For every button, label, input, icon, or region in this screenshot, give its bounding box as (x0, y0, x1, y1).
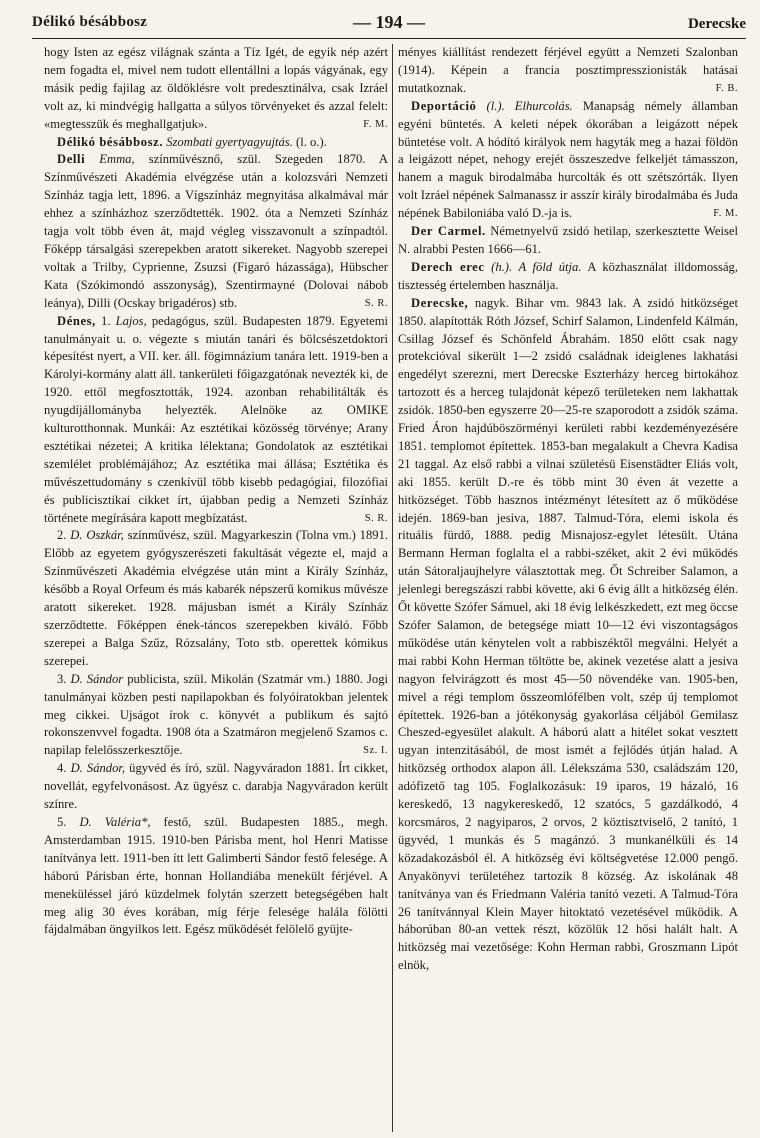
entry-italic: D. Sándor, (70, 761, 126, 776)
entry-paragraph (44, 44, 388, 134)
entry-italic: Szombati gyertyagyujtás. (166, 134, 293, 149)
entry-paragraph (398, 259, 738, 295)
entry-text: pedagógus, szül. Budapesten 1879. Egyetemi tanulmányait u. o. végezte s miután tanári és bölcsészetdoktori képesítést nyert, a VII. ker. áll. fögimnázium tanára lett. 1919-ben a Károlyi-kormány alatt áll. tankerületi főigazgatónak nevezték ki, de 1920. ettől megfosztották, 1924. azonban rehabilitálták és nyugdíjállományba helyezték. Alelnöke az OMIKE kulturotthonnak. Munkái: Az esztétikai közösség törvénye; Arany esztétikai nézetei; A kritika lélektana; Gondolatok az esztétikai szemlélet problémájához; Az esztétika mai állása; Esztétika és művészettudomány s czenkívül több kisebb pedagógiai, filozófiai és publicisztikai cikket írt, újabban pedig a Nemzeti Színház története megírására kapott megbízatást. (44, 313, 388, 525)
entry-number: 2. (57, 528, 71, 543)
author-signature: F. M. (363, 118, 388, 130)
entry-text: hogy Isten az egész világnak szánta a Tíz Igét, de egyik nép azért nem fogadta el, mivel nem tudott ellentállni a lopás vágyának, egy másik pedig fajilag az öldöklésre volt predesztinálva, csak Izráel volt az, ki mindvégig hallgatta a súlyos törvényeket és azzal felelt: «megtesszük és meghallgatjuk». (44, 45, 388, 131)
entry-number: 4. (57, 761, 71, 776)
entry-text: nagyk. Bihar vm. 9843 lak. A zsidó hitközséget 1850. alapították Róth József, Schirf Salamon, Lindenfeld Kálmán, Csillag József és Schönfeld Ábrahám. 1850 előtt csak nagy protekcióval sikerült 1—2 zsidó családnak ideiglenes lakhatási engedélyt szerezni, mert Derecske Eszterházy herceg birtokához tartozott és a herceg tulajdonát képező területeken nem lakhattak zsidók. 1850-ben egyszerre 20—25-re szaporodott a zsidók száma. Fried Áron hajdúböszörményi kerületi rabbi kezdeményezésére 1851. templomot építettek. 1853-ban megalakult a Chevra Kadisa 21 taggal. Az első rabbi a vilnai születésü Eisenstädter Eliás volt, aki 1855. került D.-re és több mint 30 éven át vezette a hitközséget. Több hasznos intézményt létesített az ő működése idején. 1869-ban jesiva, 1887. Talmud-Tóra, elemi iskola és rituális fürdő, 1888. pedig Misnajosz-egylet létesült. Utána Bermann Herman foglalta el a rabbi-széket, akit 2 évi működés után Sátoraljaujhelyre választottak meg. Őt Schreiber Salamon, a jelenlegi beregszászi rabbi követte, aki 6 évig állt a hitközség élén. Őt követte Szófer Sámuel, aki 18 évig lelkészkedett, ezt meg öccse Szófer Salamon, de betegsége miatt 10—12 évi viszontagságos működése után kénytelen volt a rabbiszéktől megválni. Helyét a mai rabbi Kohn Herman töltötte be, akinek vezetése alatt a jesiva nagyon felvirágzott és most 45—50 növendéke van. 1905-ben, mivel a régi templom összeomlófélben volt, szép új templomot építettek. 1926-ban a jótékonyság gyakorlása céljából Gemilasz Cheszed-egyesület alakult. A háború alatt a hitélet sokat vesztett ugyan intenzitásából, de most ismét a fejlődés útján halad. A hitközség orthodox alapon áll. Lélekszáma 530, családszám 120, adófizető tag 105. Foglalkozásuk: 19 iparos, 19 házaló, 16 kereskedő, 13 nagykereskedő, 12 szatócs, 5 gazdálkodó, 4 korcsmáros, 2 nagyiparos, 2 orvos, 2 köztisztviselő, 2 tanító, 1 ügyvéd, 1 munkás és 5 magánzó. 3 munkanélküli és 14 közadakozásból él. A hitközség évi költségvetése 12.000 pengő. Anyakönyvi területéhez tartozik 8 község. Az iskolának 48 tanítványa van és Friedmann Valéria tanító vezeti. A Talmud-Tóra 26 tanítvánnyal Klein Mayer hitoktató vezetésével működik. A háborúban 80-an vettek részt, közölük 12 hősi halált halt. A hitközség mai vezetősége: Kohn Herman rabbi, Groszmann Lipót elnök, (398, 295, 738, 973)
entry-headword: Delli (57, 152, 86, 167)
entry-text: színművésznő, szül. Szegeden 1870. A Színművészeti Akadémia elvégzése után a kolozsvári Nemzeti Színház tagja lett, 1896. a Vígszínház megnyitása alkalmával már ehhez a színházhoz szerződtették. 1902. óta a Nemzeti Színház tagja volt több éven át, majd végleg visszavonult a színpadtól. Főképp társalgási szerepekben aratott sikereket. Nagyobb szerepei voltak a Trilby, Cyprienne, Zsuzsi (Figaró házassága), Hübscher Kata (Szókimondó asszonyság), Szentirmayné (Dolovai nábob leánya), Dilli (Ocskay brigadéros) stb. (44, 152, 388, 310)
entry-headword-rest (476, 99, 486, 113)
entry-paragraph (44, 760, 388, 814)
entry-paragraph (398, 98, 738, 223)
entry-italic: D. Oszkár, (70, 528, 124, 543)
entry-headword: Der Carmel. (411, 224, 486, 239)
author-signature: F. B. (715, 82, 738, 94)
entry-text: Németnyelvű zsidó hetilap, szerkesztette Weisel N. alrabbi Pesten 1666—61. (398, 224, 738, 256)
entry-headword-rest (85, 152, 99, 166)
entry-number: 3. (57, 671, 71, 686)
entry-text: publicista, szül. Mikolán (Szatmár vm.) 1880. Jogi tanulmányai közben pesti napilapokban és folyóiratokban jelentek meg cikkei. Ujságot írok c. könyvét a publikum és sajtó rokonszenvvel fogadta. 1908 óta a Szatmáron megjelenő Szamos c. napilap felelősszerkesztője. (44, 671, 388, 758)
entry-text: festő, szül. Budapesten 1885., megh. Amsterdamban 1915. 1910-ben Párisba ment, hol Henri Matisse tanítványa lett. 1911-ben ítt lett Galimberti Sándor festő felesége. A háború Párisban érte, honnan Hollandiába menekült férjével. A meneküléssel járó küzdelmek folytán szerzett betegségében halt meg alig 30 éves korában, míg férje felesége halála fölötti fájdalmában öngyilkos lett. Egész működését felölelő gyüjte- (44, 814, 388, 937)
entry-paragraph (398, 223, 738, 259)
column-divider (392, 44, 393, 1132)
entry-paragraph (44, 313, 388, 528)
left-column (44, 44, 388, 939)
entry-paragraph (44, 671, 388, 761)
entry-italic: (l.). Elhurcolás. (486, 98, 573, 113)
entry-paragraph (398, 295, 738, 975)
header-rule (32, 38, 746, 39)
entry-text: A közhasználat illdomosság, tisztesség értelemben használja. (398, 259, 738, 292)
entry-italic: D. Valéria*, (79, 814, 151, 829)
author-signature: S. R. (364, 512, 388, 524)
entry-italic: D. Sándor (70, 671, 124, 686)
author-signature: Sz. I. (363, 745, 388, 757)
author-signature: S. R. (364, 297, 388, 309)
entry-headword-rest: 1. (95, 313, 116, 328)
entry-headword: Derech erec (411, 259, 485, 274)
entry-text: színművész, szül. Magyarkeszin (Tolna vm.) 1891. Előbb az egyetem gyógyszerészeti fakultását végezte el, majd a Színművészeti Akadémia elvégzése után mint a Király Színház, később a Royal Orfeum és más kabarék népszerű komikus művésze aratott sikereket. 1928. májusban ismét a Király Színház szerződtette. Főképpen ének-táncos szerepekben kiváló. Főbb szerepei a Balga Szűz, Rózsalány, Toto stb. operettek kómikus szerepei. (44, 528, 389, 668)
entry-text: ményes kiállítást rendezett férjével együtt a Nemzeti Szalonban (1914). Képein a francia posztimpresszionisták hatásai mutatkoznak. (398, 45, 738, 95)
entry-paragraph (398, 44, 738, 98)
entry-text: (l. o.). (292, 134, 327, 149)
entry-headword: Délikó bésábbosz. (57, 134, 164, 149)
entry-text: Manapság némely államban egyéni büntetés. A keleti népek ókorában a leigázott népek büntetése volt. A hódító királyok nem hagyták meg a hazai földön a leigázott népet, nehogy erejét összeszedve felkeljét támasszon, hanem a maguk birodalmába hurcolták és ott szétszórták. Ilyen volt Izráel népének Salmanassz ir asszír király birodalmába és Juda népének Babiloniába való D.-ja is. (398, 98, 738, 221)
entry-headword: Dénes, (57, 313, 96, 328)
entry-paragraph (44, 134, 388, 152)
entry-number: 5. (57, 814, 80, 829)
entry-text: ügyvéd és író, szül. Nagyváradon 1881. Írt cikket, novellát, egyfelvonásost. Az ügyész c. darabja Nagyváradon került színre. (44, 761, 389, 812)
entry-paragraph (44, 814, 388, 939)
right-column (398, 44, 738, 975)
header-right-title: Derecske (687, 16, 746, 32)
entry-paragraph (44, 151, 388, 312)
entry-italic: (h.). A föld útja. (491, 259, 582, 274)
entry-headword: Deportáció (411, 98, 477, 113)
author-signature: F. M. (713, 208, 738, 220)
header-left-title: Délikó bésábbosz (32, 14, 148, 30)
entry-headword: Derecske, (411, 295, 469, 310)
running-header (32, 12, 746, 38)
entry-paragraph (44, 527, 388, 670)
entry-italic: Lajos, (115, 313, 147, 328)
entry-italic: Emma, (99, 152, 135, 167)
page-number: — 194 — (353, 12, 425, 32)
